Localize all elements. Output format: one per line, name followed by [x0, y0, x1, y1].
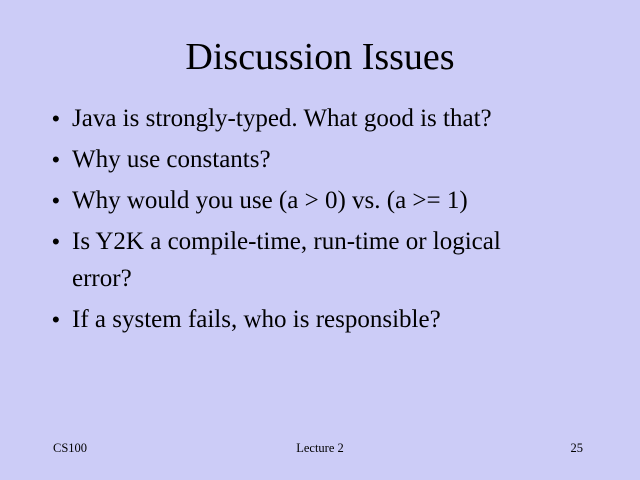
bullet-text: If a system fails, who is responsible?	[72, 306, 441, 333]
bullet-text: Is Y2K a compile-time, run-time or logical error?	[72, 228, 501, 292]
bullet-icon: •	[52, 147, 60, 172]
bullet-icon: •	[52, 307, 60, 332]
bullet-item	[52, 223, 557, 297]
bullet-list	[52, 100, 557, 342]
bullet-item	[52, 182, 557, 219]
bullet-text: Java is strongly-typed. What good is that?	[72, 105, 492, 132]
bullet-text: Why use constants?	[72, 146, 271, 173]
bullet-item	[52, 141, 557, 178]
bullet-item	[52, 100, 557, 137]
bullet-text: Why would you use (a > 0) vs. (a >= 1)	[72, 187, 468, 214]
footer-page-number: 25	[570, 441, 583, 455]
bullet-icon: •	[52, 229, 60, 254]
bullet-icon: •	[52, 188, 60, 213]
bullet-item	[52, 301, 557, 338]
slide-title: Discussion Issues	[185, 36, 455, 78]
footer-lecture-label: Lecture 2	[296, 441, 344, 455]
bullet-icon: •	[52, 106, 60, 131]
footer-course-label: CS100	[53, 441, 88, 455]
